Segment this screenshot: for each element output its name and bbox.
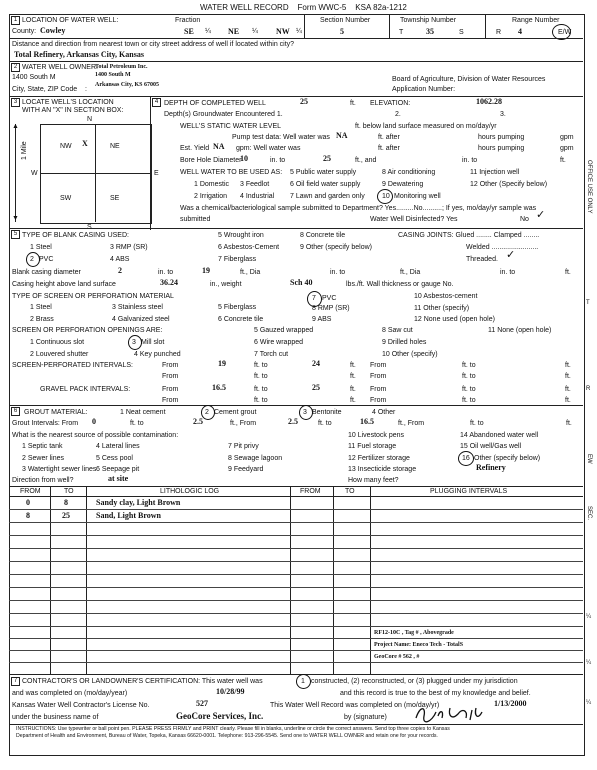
grout-neat[interactable]: 1 Neat cement: [120, 409, 166, 416]
grout-to-1[interactable]: 2.5: [193, 417, 203, 426]
casing-asbestos[interactable]: 6 Asbestos-Cement: [218, 244, 280, 251]
gravel-from-3: From: [162, 397, 179, 404]
screen-steel[interactable]: 1 Steel: [30, 304, 52, 311]
perf-from-4: From: [370, 373, 387, 380]
section-7-number: 7: [11, 677, 20, 686]
open-wire[interactable]: 6 Wire wrapped: [254, 339, 304, 346]
grout-to-2[interactable]: 16.5: [360, 417, 374, 426]
pump-after: ft. after: [378, 134, 400, 141]
diameter-label: Blank casing diameter: [12, 269, 81, 276]
board-label: Board of Agriculture, Division of Water Resources: [392, 76, 546, 83]
bore-ft: ft.: [560, 157, 566, 164]
perf-ft-2: ft.: [565, 362, 571, 369]
use-7[interactable]: 7 Lawn and garden only: [290, 193, 365, 200]
gravel-from-4: From: [370, 397, 387, 404]
screen-concrete[interactable]: 6 Concrete tile: [218, 316, 264, 323]
gravel-from-2: From: [370, 386, 387, 393]
address-label: 1400 South M: [12, 74, 56, 81]
groundwater-label: Depth(s) Groundwater Encountered 1.: [164, 111, 283, 118]
use-10-label: Monitoring well: [394, 193, 441, 200]
use-10-circle: [377, 189, 393, 204]
use-10-number[interactable]: 10: [382, 193, 390, 200]
perf-to-value[interactable]: 24: [312, 359, 320, 368]
use-12[interactable]: 12 Other (Specify below): [470, 181, 548, 188]
gravel-label: GRAVEL PACK INTERVALS:: [40, 386, 131, 393]
license-value[interactable]: 527: [196, 699, 208, 708]
diameter-value[interactable]: 2: [118, 266, 122, 275]
screen-asbestos[interactable]: 10 Asbestos-cement: [414, 293, 478, 300]
log-row-2-to: 25: [62, 511, 70, 520]
mile-label: 1 Mile: [21, 141, 28, 160]
contam-fertilizer[interactable]: 12 Fertilizer storage: [348, 455, 410, 462]
contam-cess[interactable]: 5 Cess pool: [96, 455, 133, 462]
screen-pvc-label: PVC: [322, 295, 337, 302]
static-label: WELL'S STATIC WATER LEVEL: [180, 123, 282, 130]
elevation-value[interactable]: 1062.28: [476, 97, 502, 106]
screen-stainless[interactable]: 3 Stainless steel: [112, 304, 163, 311]
depth-ft: ft.: [350, 100, 356, 107]
contam-watertight[interactable]: 3 Watertight sewer lines: [22, 466, 97, 473]
perf-ft-to-4: ft. to: [462, 373, 476, 380]
south-label: S: [87, 224, 92, 231]
s1-title: LOCATION OF WATER WELL:: [22, 17, 119, 24]
casing-pvc-number[interactable]: 2: [30, 256, 34, 263]
gravel-from-value[interactable]: 16.5: [212, 383, 226, 392]
yield-hours: hours pumping: [478, 145, 525, 152]
height-label: Casing height above land surface: [12, 281, 116, 288]
grout-from-2[interactable]: 2.5: [288, 417, 298, 426]
ew-option[interactable]: E/W: [558, 29, 572, 36]
use-2[interactable]: 2 Irrigation: [194, 193, 228, 200]
gravel-ft-to-4: ft. to: [462, 397, 476, 404]
use-9[interactable]: 9 Dewatering: [382, 181, 424, 188]
fraction-q3: ¼: [296, 28, 302, 35]
perf-from-2: From: [370, 362, 387, 369]
grout-bentonite-number[interactable]: 3: [303, 409, 307, 416]
note-tag: RF12-10C , Tag # , Abovegrade: [374, 630, 454, 636]
use-1[interactable]: 1 Domestic: [194, 181, 230, 188]
wall-label: lbs./ft. Wall thickness or gauge No.: [346, 281, 454, 288]
screen-rmp[interactable]: 8 RMP (SR): [312, 305, 350, 312]
locate-title-2: WITH AN "X" IN SECTION BOX:: [22, 107, 124, 114]
log-row-2-desc: Sand, Light Brown: [96, 511, 161, 520]
disinfected-label: Water Well Disinfected? Yes: [370, 216, 458, 223]
joints-label: CASING JOINTS: Glued ........ Clamped ........: [398, 232, 540, 239]
bore-to-value[interactable]: 25: [323, 154, 331, 163]
contam-other-circle: [458, 451, 474, 466]
contam-other-number[interactable]: 16: [462, 455, 470, 462]
diam-in-to-2: in. to: [330, 269, 346, 276]
open-mill-number[interactable]: 3: [132, 339, 136, 346]
direction-label: Direction from well?: [12, 477, 74, 484]
yield-after: ft. after: [378, 145, 400, 152]
grout-bentonite-label: Bentonite: [312, 409, 342, 416]
open-other[interactable]: 10 Other (specify): [382, 351, 438, 358]
weight-value[interactable]: Sch 40: [290, 278, 313, 287]
gravel-ft-to-2: ft. to: [462, 386, 476, 393]
form-title: WATER WELL RECORD Form WWC-5 KSA 82a-1212: [200, 3, 407, 12]
contam-insecticide[interactable]: 13 Insecticide storage: [348, 466, 417, 473]
contam-feedyard[interactable]: 9 Feedyard: [228, 466, 264, 473]
nw-label: NW: [60, 143, 72, 150]
elevation-label: ELEVATION:: [370, 100, 411, 107]
instructions-line-2: Department of Health and Environment, Bureau of Water, Topeka, Kansas 66620-0001. Telephone: 913-296-5545. Send one to WATER WELL OWNER and retain one for your records.: [16, 733, 438, 739]
sidebar-q1: ¼: [586, 614, 592, 620]
gw-3: 3.: [500, 111, 506, 118]
r-label: R: [496, 29, 502, 36]
bore-label: Bore Hole Diameter: [180, 157, 242, 164]
plugging-header: PLUGGING INTERVALS: [430, 488, 508, 495]
section-3-number: 3: [11, 98, 20, 107]
license-label: Kansas Water Well Contractor's License No.: [12, 702, 150, 709]
t-label: T: [399, 29, 404, 36]
screen-type-label: TYPE OF SCREEN OR PERFORATION MATERIAL: [12, 293, 174, 300]
use-5[interactable]: 5 Public water supply: [290, 169, 357, 176]
contam-fuel[interactable]: 11 Fuel storage: [348, 443, 397, 450]
section-2-number: 2: [11, 63, 20, 72]
yield-gpm: gpm: [560, 145, 574, 152]
fraction-label: Fraction: [175, 17, 201, 24]
depth-label: DEPTH OF COMPLETED WELL: [164, 100, 266, 107]
contam-other-label: Other (specify below): [474, 455, 541, 462]
feet-label: How many feet?: [348, 477, 399, 484]
business-value[interactable]: GeoCore Services, Inc.: [176, 711, 264, 721]
static-rest: ft. below land surface measured on mo/day/yr: [355, 123, 497, 130]
grout-cement-number[interactable]: 2: [205, 409, 209, 416]
west-label: W: [31, 170, 38, 177]
contam-sewer[interactable]: 2 Sewer lines: [22, 455, 65, 462]
perf-ft-to: ft. to: [254, 362, 268, 369]
use-3[interactable]: 3 Feedlot: [240, 181, 270, 188]
contam-oilgas[interactable]: 15 Oil well/Gas well: [460, 443, 522, 450]
perf-ft-to-2: ft. to: [462, 362, 476, 369]
sidebar-q2: ¼: [586, 660, 592, 666]
se-label: SE: [110, 195, 120, 202]
contam-lateral[interactable]: 4 Lateral lines: [96, 443, 140, 450]
grout-other[interactable]: 4 Other: [372, 409, 396, 416]
fraction-1[interactable]: SE: [184, 27, 194, 36]
contam-other-value[interactable]: Refinery: [476, 463, 506, 472]
diam-in-to: in. to: [158, 269, 174, 276]
distance-label: Distance and direction from nearest town or city street address of well if located within city?: [12, 41, 295, 48]
fraction-2[interactable]: NE: [228, 27, 240, 36]
note-project: Project Name: Eneco Tech - TotalS: [374, 642, 464, 648]
plug-from-header: FROM: [300, 488, 321, 495]
casing-fiberglass[interactable]: 7 Fiberglass: [218, 256, 257, 263]
signature-label: by (signature): [344, 714, 387, 721]
constructed-circle: [296, 674, 311, 689]
gravel-ft-to: ft. to: [254, 386, 268, 393]
gravel-ft-2: ft.: [565, 386, 571, 393]
sidebar-q3: ¼: [586, 700, 592, 706]
log-row-1-to: 8: [64, 498, 68, 507]
open-mill-circle: [128, 335, 142, 350]
casing-abs[interactable]: 4 ABS: [110, 256, 130, 263]
contam-abandoned[interactable]: 14 Abandoned water well: [460, 432, 539, 439]
sw-label: SW: [60, 195, 72, 202]
section-6-number: 6: [11, 407, 20, 416]
weight-label: in., weight: [210, 281, 242, 288]
east-label: E: [154, 170, 159, 177]
use-label: WELL WATER TO BE USED AS:: [180, 169, 283, 176]
casing-rmp[interactable]: 3 RMP (SR): [110, 244, 148, 251]
perf-from-3: From: [162, 373, 179, 380]
sidebar-t: T: [586, 300, 590, 306]
grout-cement-circle: [201, 405, 215, 420]
section-grid[interactable]: [40, 124, 152, 224]
diam-in-to-3: in. to: [500, 269, 516, 276]
locate-title-1: LOCATE WELL'S LOCATION: [22, 99, 114, 106]
submitted-label: submitted: [180, 216, 211, 223]
range-value[interactable]: 4: [518, 27, 522, 36]
screen-pvc-number[interactable]: 7: [312, 295, 316, 302]
owner-value[interactable]: Total Petroleum Inc.: [95, 64, 148, 70]
open-drilled[interactable]: 9 Drilled holes: [382, 339, 427, 346]
gravel-to-value[interactable]: 25: [312, 383, 320, 392]
casing-concrete[interactable]: 8 Concrete tile: [300, 232, 346, 239]
completed-date[interactable]: 10/28/99: [216, 687, 245, 696]
yield-label: Est. Yield: [180, 145, 210, 152]
casing-pvc-label: PVC: [39, 256, 54, 263]
open-continuous[interactable]: 1 Continuous slot: [30, 339, 85, 346]
grout-cement-label: Cement grout: [214, 409, 257, 416]
open-mill-label: Mill slot: [141, 339, 165, 346]
depth-value[interactable]: 25: [300, 97, 308, 106]
contam-privy[interactable]: 7 Pit privy: [228, 443, 259, 450]
range-label: Range Number: [512, 17, 560, 24]
sidebar-r: R: [586, 386, 591, 392]
log-from-header: FROM: [20, 488, 41, 495]
office-use-label: OFFICE USE ONLY: [586, 160, 592, 214]
instructions-line-1: INSTRUCTIONS: Use typewriter or ball point pen. PLEASE PRESS FIRMLY and PRINT clearly. Please fill in blanks, underline or circle the correct answers. Send top three copies to Kansas: [16, 726, 450, 732]
bore-ft-and: ft., and: [355, 157, 377, 164]
address-value[interactable]: 1400 South M: [95, 72, 131, 78]
diam-ft: ft.: [565, 269, 571, 276]
bore-in-to-2: in. to: [462, 157, 478, 164]
yield-na[interactable]: NA: [213, 142, 225, 151]
grout-from-1[interactable]: 0: [92, 417, 96, 426]
openings-label: SCREEN OR PERFORATION OPENINGS ARE:: [12, 327, 163, 334]
plug-to-header: TO: [345, 488, 355, 495]
casing-pvc-circle: [26, 252, 40, 267]
section-5-number: 5: [11, 230, 20, 239]
contam-seepage[interactable]: 6 Seepage pit: [96, 466, 140, 473]
section-label: Section Number: [320, 17, 371, 24]
joints-threaded[interactable]: Threaded.: [466, 256, 498, 263]
casing-wrought[interactable]: 5 Wrought iron: [218, 232, 264, 239]
section-1-number: 1: [11, 16, 20, 25]
open-torch[interactable]: 7 Torch cut: [254, 351, 289, 358]
use-11[interactable]: 11 Injection well: [470, 169, 520, 176]
cert-rest: constructed, (2) reconstructed, or (3) plugged under my jurisdiction: [311, 678, 518, 685]
gravel-from-label: From: [162, 386, 179, 393]
signature-image: [412, 704, 492, 724]
log-row-1-from: 0: [26, 498, 30, 507]
open-saw[interactable]: 8 Saw cut: [382, 327, 413, 334]
section-4-number: 4: [152, 98, 161, 107]
perf-ft-4: ft.: [565, 373, 571, 380]
perf-from-value[interactable]: 19: [218, 359, 226, 368]
bore-in-to: in. to: [270, 157, 286, 164]
use-8[interactable]: 8 Air conditioning: [382, 169, 436, 176]
bore-value[interactable]: 10: [240, 154, 248, 163]
joints-welded[interactable]: Welded ........................: [466, 244, 539, 251]
gw-2: 2.: [395, 111, 401, 118]
pump-na[interactable]: NA: [336, 131, 348, 140]
s-label: S: [459, 29, 464, 36]
open-none[interactable]: 11 None (open hole): [488, 327, 552, 334]
perf-ft-3: ft.: [350, 373, 356, 380]
note-geocore: GeoCore # 562 , #: [374, 654, 420, 660]
chem-label: Was a chemical/bacteriological sample submitted to Department? Yes.........No..........; If yes, mo/day/yr sample was: [180, 205, 537, 212]
gravel-ft-4: ft.: [565, 397, 571, 404]
use-4[interactable]: 4 Industrial: [240, 193, 275, 200]
owner-label: WATER WELL OWNER:: [22, 64, 98, 71]
threaded-check-icon: ✓: [506, 249, 516, 261]
diameter-to-value[interactable]: 19: [202, 266, 210, 275]
log-row-1-desc: Sandy clay, Light Brown: [96, 498, 181, 507]
true-statement: and this record is true to the best of my knowledge and belief.: [340, 690, 531, 697]
section-value[interactable]: 5: [340, 27, 344, 36]
fraction-3[interactable]: NW: [276, 27, 290, 36]
perforated-label: SCREEN-PERFORATED INTERVALS:: [12, 362, 133, 369]
casing-title: TYPE OF BLANK CASING USED:: [22, 232, 129, 239]
record-label: This Water Well Record was completed on (mo/day/yr): [270, 702, 440, 709]
county-label: County:: [12, 28, 37, 35]
grout-bentonite-circle: [299, 405, 313, 420]
business-label: under the business name of: [12, 714, 99, 721]
check-mark-icon: ✓: [536, 209, 546, 221]
open-gauze[interactable]: 5 Gauzed wrapped: [254, 327, 314, 334]
height-value[interactable]: 36.24: [160, 278, 178, 287]
screen-brass[interactable]: 2 Brass: [30, 316, 54, 323]
perf-ft: ft.: [350, 362, 356, 369]
distance-value[interactable]: Total Refinery, Arkansas City, Kansas: [14, 50, 144, 59]
pump-hours: hours pumping: [478, 134, 525, 141]
ne-label: NE: [110, 143, 120, 150]
gravel-ft: ft.: [350, 386, 356, 393]
mile-arrow: [15, 124, 16, 222]
screen-fiberglass[interactable]: 5 Fiberglass: [218, 304, 257, 311]
county-value[interactable]: Cowley: [40, 26, 66, 35]
contamination-label: What is the nearest source of possible contamination:: [12, 432, 179, 439]
location-x-mark: X: [82, 139, 88, 148]
sidebar-sec: SEC.: [586, 506, 592, 521]
screen-galvanized[interactable]: 4 Galvanized steel: [112, 316, 170, 323]
open-louvered[interactable]: 2 Louvered shutter: [30, 351, 89, 358]
city-value[interactable]: Arkansas City, KS 67005: [95, 82, 160, 88]
contam-livestock[interactable]: 10 Livestock pens: [348, 432, 405, 439]
city-colon: :: [85, 86, 87, 93]
gravel-ft-3: ft.: [350, 397, 356, 404]
use-6[interactable]: 6 Oil field water supply: [290, 181, 361, 188]
open-key[interactable]: 4 Key punched: [134, 351, 181, 358]
contam-septic[interactable]: 1 Septic tank: [22, 443, 63, 450]
record-date[interactable]: 1/13/2000: [494, 699, 527, 708]
casing-steel[interactable]: 1 Steel: [30, 244, 52, 251]
screen-abs[interactable]: 9 ABS: [312, 316, 332, 323]
casing-other[interactable]: 9 Other (specify below): [300, 244, 372, 251]
screen-none[interactable]: 12 None used (open hole): [414, 316, 495, 323]
township-value[interactable]: 35: [426, 27, 434, 36]
gravel-ft-to-3: ft. to: [254, 397, 268, 404]
direction-value[interactable]: at site: [108, 474, 129, 483]
screen-other[interactable]: 11 Other (specify): [414, 305, 470, 312]
log-to-header: TO: [64, 488, 74, 495]
log-row-2-from: 8: [26, 511, 30, 520]
pump-gpm: gpm: [560, 134, 574, 141]
pump-label: Pump test data: Well water was: [232, 134, 330, 141]
application-label: Application Number:: [392, 86, 456, 93]
grout-intervals-label: Grout Intervals: From: [12, 420, 79, 427]
diam-ft-dia-2: ft., Dia: [400, 269, 421, 276]
city-label: City, State, ZIP Code: [12, 86, 78, 93]
sidebar-ew: EW: [586, 454, 592, 464]
north-label: N: [87, 116, 93, 123]
disinfected-no[interactable]: No: [520, 216, 529, 223]
contam-lagoon[interactable]: 8 Sewage lagoon: [228, 455, 283, 462]
cert-label: CONTRACTOR'S OR LANDOWNER'S CERTIFICATION: This water well was: [22, 678, 263, 685]
fraction-q1: ¼: [205, 28, 211, 35]
log-lithologic-header: LITHOLOGIC LOG: [160, 488, 220, 495]
constructed-number[interactable]: 1: [301, 678, 305, 685]
grout-label: GROUT MATERIAL:: [24, 409, 88, 416]
yield-rest: gpm: Well water was: [236, 145, 301, 152]
township-label: Township Number: [400, 17, 457, 24]
perf-ft-to-3: ft. to: [254, 373, 268, 380]
perf-from-label: From: [162, 362, 179, 369]
completed-label: and was completed on (mo/day/year): [12, 690, 128, 697]
fraction-q2: ¼: [252, 28, 258, 35]
diam-ft-dia: ft., Dia: [240, 269, 261, 276]
